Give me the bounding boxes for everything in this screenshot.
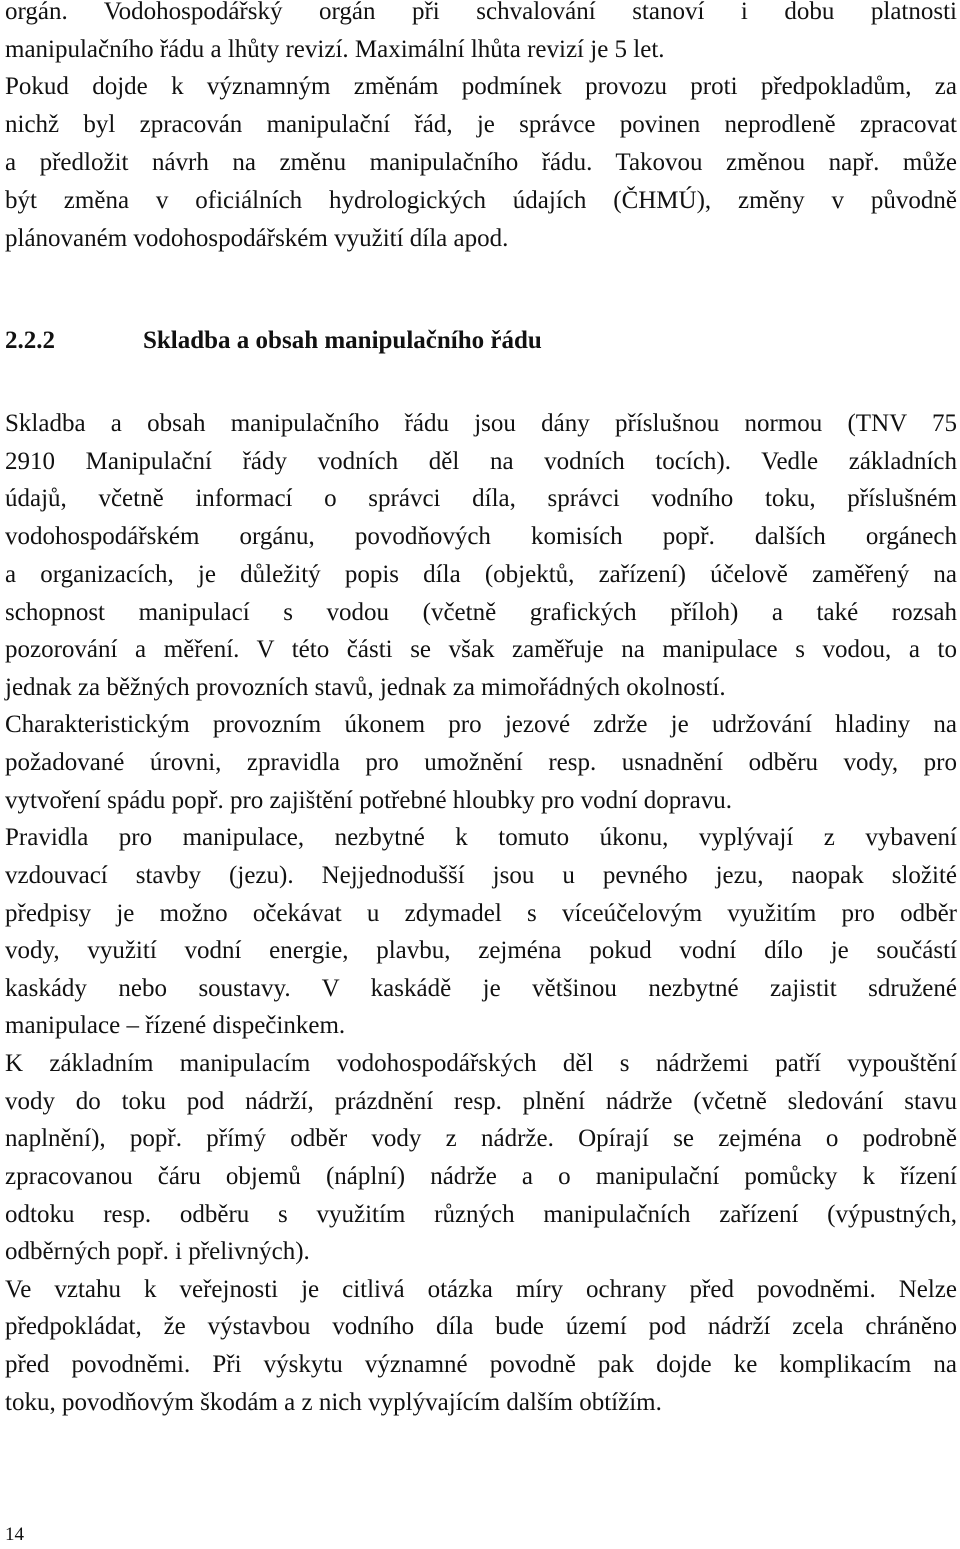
text-line: K základním manipulacím vodohospodářských děl s nádržemi patří vypouštění — [5, 1050, 957, 1077]
text-line: manipulačního řádu a lhůty revizí. Maximální lhůta revizí je 5 let. — [5, 36, 665, 63]
text-line: Pokud dojde k významným změnám podmínek provozu proti předpokladům, za — [5, 73, 957, 100]
text-line: vody, využití vodní energie, plavbu, zejména pokud vodní dílo je součástí — [5, 937, 957, 964]
text-line: a organizacích, je důležitý popis díla (objektů, zařízení) účelově zaměřený na — [5, 561, 957, 588]
text-line: plánovaném vodohospodářském využití díla apod. — [5, 225, 509, 252]
text-line: předpisy je možno očekávat u zdymadel s víceúčelovým využitím pro odběr — [5, 900, 957, 927]
text-line: naplnění), popř. přímý odběr vody z nádrže. Opírají se zejména o podrobně — [5, 1125, 957, 1152]
text-line: předpokládat, že výstavbou vodního díla bude území pod nádrží zcela chráněno — [5, 1313, 957, 1340]
text-line: před povodněmi. Při výskytu významné povodně pak dojde ke komplikacím na — [5, 1351, 957, 1378]
text-line: Ve vztahu k veřejnosti je citlivá otázka míry ochrany před povodněmi. Nelze — [5, 1276, 957, 1303]
text-line: údajů, včetně informací o správci díla, správci vodního toku, příslušném — [5, 485, 957, 512]
text-line: nichž byl zpracován manipulační řád, je správce povinen neprodleně zpracovat — [5, 111, 957, 138]
text-line: vzdouvací stavby (jezu). Nejjednodušší jsou u pevného jezu, naopak složité — [5, 862, 957, 889]
text-line: 2910 Manipulační řády vodních děl na vodních tocích). Vedle základních — [5, 448, 957, 475]
section-title: Skladba a obsah manipulačního řádu — [143, 327, 542, 354]
section-heading — [5, 326, 542, 356]
text-line: jednak za běžných provozních stavů, jednak za mimořádných okolností. — [5, 674, 726, 701]
section-number: 2.2.2 — [5, 327, 55, 354]
text-line: Pravidla pro manipulace, nezbytné k tomuto úkonu, vyplývají z vybavení — [5, 824, 957, 851]
text-line: pozorování a měření. V této části se však zaměřuje na manipulace s vodou, a to — [5, 636, 957, 663]
text-line: odběrných popř. i přelivných). — [5, 1238, 310, 1265]
text-line: Skladba a obsah manipulačního řádu jsou dány příslušnou normou (TNV 75 — [5, 410, 957, 437]
text-line: toku, povodňovým škodám a z nich vyplývajícím dalším obtížím. — [5, 1389, 662, 1416]
text-line: požadované úrovni, zpravidla pro umožnění resp. usnadnění odběru vody, pro — [5, 749, 957, 776]
text-line: zpracovanou čáru objemů (náplní) nádrže a o manipulační pomůcky k řízení — [5, 1163, 957, 1190]
text-line: orgán. Vodohospodářský orgán při schvalování stanoví i dobu platnosti — [5, 0, 957, 25]
page-number: 14 — [5, 1524, 24, 1545]
text-line: kaskády nebo soustavy. V kaskádě je většinou nezbytné zajistit sdružené — [5, 975, 957, 1002]
text-line: vody do toku pod nádrží, prázdnění resp. plnění nádrže (včetně sledování stavu — [5, 1088, 957, 1115]
text-line: schopnost manipulací s vodou (včetně grafických příloh) a také rozsah — [5, 599, 957, 626]
text-line: být změna v oficiálních hydrologických údajích (ČHMÚ), změny v původně — [5, 187, 957, 214]
text-line: manipulace – řízené dispečinkem. — [5, 1012, 346, 1039]
text-line: vytvoření spádu popř. pro zajištění potřebné hloubky pro vodní dopravu. — [5, 787, 732, 814]
text-line: odtoku resp. odběru s využitím různých manipulačních zařízení (výpustných, — [5, 1201, 957, 1228]
text-line: a předložit návrh na změnu manipulačního řádu. Takovou změnou např. může — [5, 149, 957, 176]
text-line: Charakteristickým provozním úkonem pro jezové zdrže je udržování hladiny na — [5, 711, 957, 738]
text-line: vodohospodářském orgánu, povodňových komisích popř. dalších orgánech — [5, 523, 957, 550]
